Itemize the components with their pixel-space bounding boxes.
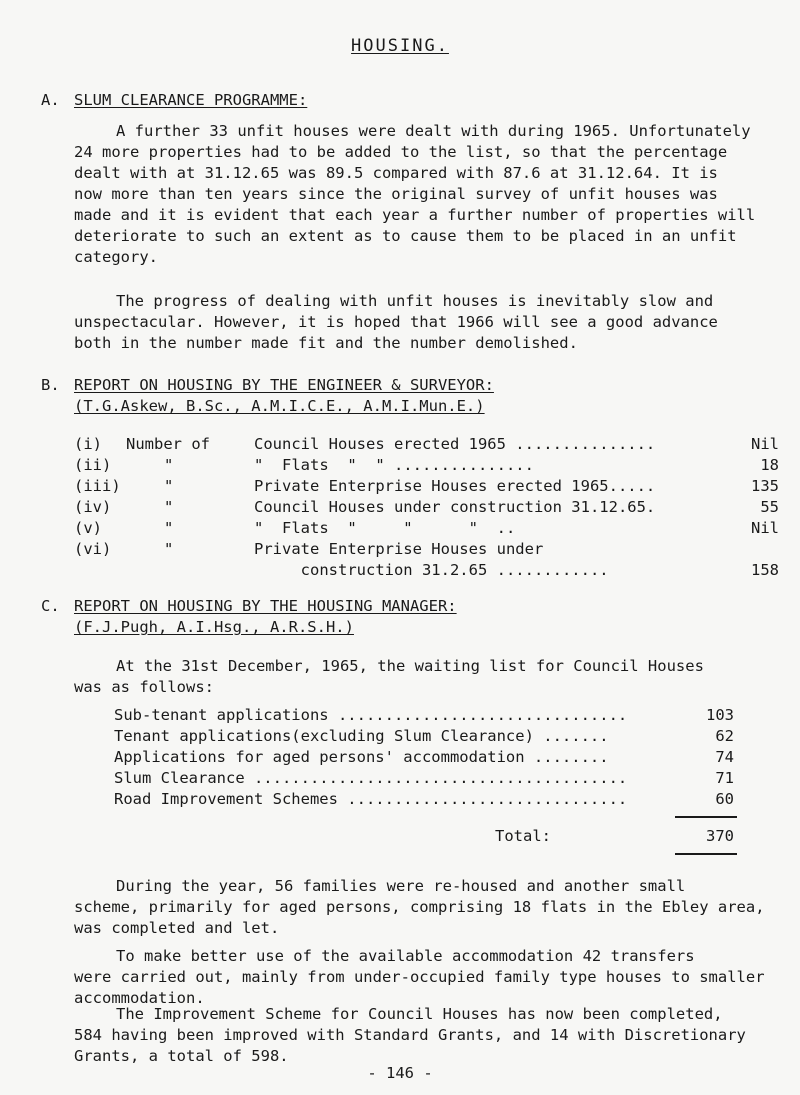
waiting-list-row bbox=[114, 747, 734, 768]
text-line: category. bbox=[74, 248, 158, 266]
ditto-mark: " bbox=[164, 456, 174, 474]
section-c-paragraph-rehoused bbox=[74, 876, 774, 939]
text-line: scheme, primarily for aged persons, comprising 18 flats in the Ebley area, bbox=[74, 898, 765, 916]
section-c-paragraph-improvement bbox=[74, 1004, 774, 1067]
section-c-paragraph-transfers bbox=[74, 946, 774, 1009]
row-number: (v) bbox=[74, 519, 102, 537]
text-line: The progress of dealing with unfit houses is inevitably slow and bbox=[116, 292, 714, 310]
row-value: 18 bbox=[760, 456, 779, 474]
waiting-list-row bbox=[114, 726, 734, 747]
waiting-list-label: Road Improvement Schemes .............................. bbox=[114, 790, 628, 808]
text-line: was as follows: bbox=[74, 678, 214, 696]
ditto-mark: " bbox=[164, 540, 174, 558]
row-lead: Number of bbox=[126, 435, 210, 453]
ditto-mark: " bbox=[164, 498, 174, 516]
row-value: 158 bbox=[751, 561, 779, 579]
waiting-list-label: Tenant applications(excluding Slum Clearance) ....... bbox=[114, 727, 609, 745]
row-value: 55 bbox=[760, 498, 779, 516]
row-text: Private Enterprise Houses erected 1965..... bbox=[254, 477, 656, 495]
section-b-heading: REPORT ON HOUSING BY THE ENGINEER & SURVEYOR: bbox=[74, 376, 494, 394]
text-line: accommodation. bbox=[74, 989, 205, 1007]
section-c-heading: REPORT ON HOUSING BY THE HOUSING MANAGER: bbox=[74, 597, 457, 615]
total-label: Total: bbox=[495, 827, 551, 845]
row-text: " Flats " " ............... bbox=[254, 456, 534, 474]
text-line: The Improvement Scheme for Council Houses has now been completed, bbox=[116, 1005, 723, 1023]
text-line: 584 having been improved with Standard Grants, and 14 with Discretionary bbox=[74, 1026, 746, 1044]
waiting-list-label: Sub-tenant applications ............................... bbox=[114, 706, 628, 724]
text-line: At the 31st December, 1965, the waiting list for Council Houses bbox=[116, 657, 704, 675]
text-line: made and it is evident that each year a further number of properties will bbox=[74, 206, 756, 224]
ditto-mark: " bbox=[164, 477, 174, 495]
row-value: Nil bbox=[751, 519, 779, 537]
waiting-list-label: Slum Clearance ........................................ bbox=[114, 769, 628, 787]
row-text: Private Enterprise Houses under bbox=[254, 540, 544, 558]
housing-stat-row bbox=[74, 434, 779, 455]
waiting-list-value: 62 bbox=[715, 727, 734, 745]
page-title: HOUSING. bbox=[351, 36, 449, 56]
text-line: Grants, a total of 598. bbox=[74, 1047, 289, 1065]
section-b-subheading: (T.G.Askew, B.Sc., A.M.I.C.E., A.M.I.Mun.E.) bbox=[74, 397, 485, 415]
text-line: unspectacular. However, it is hoped that 1966 will see a good advance bbox=[74, 313, 718, 331]
housing-stat-row bbox=[74, 539, 779, 560]
text-line: both in the number made fit and the number demolished. bbox=[74, 334, 578, 352]
section-c-letter: C. bbox=[41, 597, 60, 615]
housing-stat-row bbox=[74, 518, 779, 539]
row-text: construction 31.2.65 ............ bbox=[254, 561, 609, 579]
housing-stat-row bbox=[74, 497, 779, 518]
waiting-list-value: 71 bbox=[715, 769, 734, 787]
text-line: was completed and let. bbox=[74, 919, 280, 937]
row-value: 135 bbox=[751, 477, 779, 495]
total-rule-bottom bbox=[675, 853, 737, 855]
row-number: (iii) bbox=[74, 477, 121, 495]
text-line: During the year, 56 families were re-housed and another small bbox=[116, 877, 686, 895]
waiting-list-row bbox=[114, 705, 734, 726]
housing-stat-row bbox=[74, 476, 779, 497]
waiting-list-value: 60 bbox=[715, 790, 734, 808]
section-c-subheading: (F.J.Pugh, A.I.Hsg., A.R.S.H.) bbox=[74, 618, 354, 636]
row-number: (vi) bbox=[74, 540, 112, 558]
waiting-list-row bbox=[114, 789, 734, 810]
text-line: deteriorate to such an extent as to cause them to be placed in an unfit bbox=[74, 227, 737, 245]
text-line: were carried out, mainly from under-occupied family type houses to smaller bbox=[74, 968, 765, 986]
section-a-heading: SLUM CLEARANCE PROGRAMME: bbox=[74, 91, 308, 109]
section-b-letter: B. bbox=[41, 376, 60, 394]
waiting-list-intro bbox=[74, 656, 774, 698]
total-value: 370 bbox=[706, 827, 734, 845]
page-number: - 146 - bbox=[367, 1064, 433, 1082]
row-number: (ii) bbox=[74, 456, 112, 474]
section-a-paragraph-2 bbox=[74, 291, 774, 354]
row-text: " Flats " " " .. bbox=[254, 519, 516, 537]
row-text: Council Houses under construction 31.12.65. bbox=[254, 498, 656, 516]
total-rule-top bbox=[675, 816, 737, 818]
waiting-list-value: 103 bbox=[706, 706, 734, 724]
waiting-list-row bbox=[114, 768, 734, 789]
text-line: dealt with at 31.12.65 was 89.5 compared with 87.6 at 31.12.64. It is bbox=[74, 164, 718, 182]
section-a-letter: A. bbox=[41, 91, 60, 109]
waiting-list-value: 74 bbox=[715, 748, 734, 766]
text-line: A further 33 unfit houses were dealt with during 1965. Unfortunately bbox=[116, 122, 751, 140]
housing-stat-row bbox=[74, 560, 779, 581]
row-number: (iv) bbox=[74, 498, 112, 516]
text-line: now more than ten years since the original survey of unfit houses was bbox=[74, 185, 718, 203]
waiting-list-total-row bbox=[114, 826, 734, 847]
text-line: 24 more properties had to be added to the list, so that the percentage bbox=[74, 143, 728, 161]
row-value: Nil bbox=[751, 435, 779, 453]
row-number: (i) bbox=[74, 435, 102, 453]
waiting-list-label: Applications for aged persons' accommodation ........ bbox=[114, 748, 609, 766]
text-line: To make better use of the available accommodation 42 transfers bbox=[116, 947, 695, 965]
housing-stat-row bbox=[74, 455, 779, 476]
section-a-paragraph-1 bbox=[74, 121, 774, 268]
row-text: Council Houses erected 1965 ............... bbox=[254, 435, 656, 453]
ditto-mark: " bbox=[164, 519, 174, 537]
